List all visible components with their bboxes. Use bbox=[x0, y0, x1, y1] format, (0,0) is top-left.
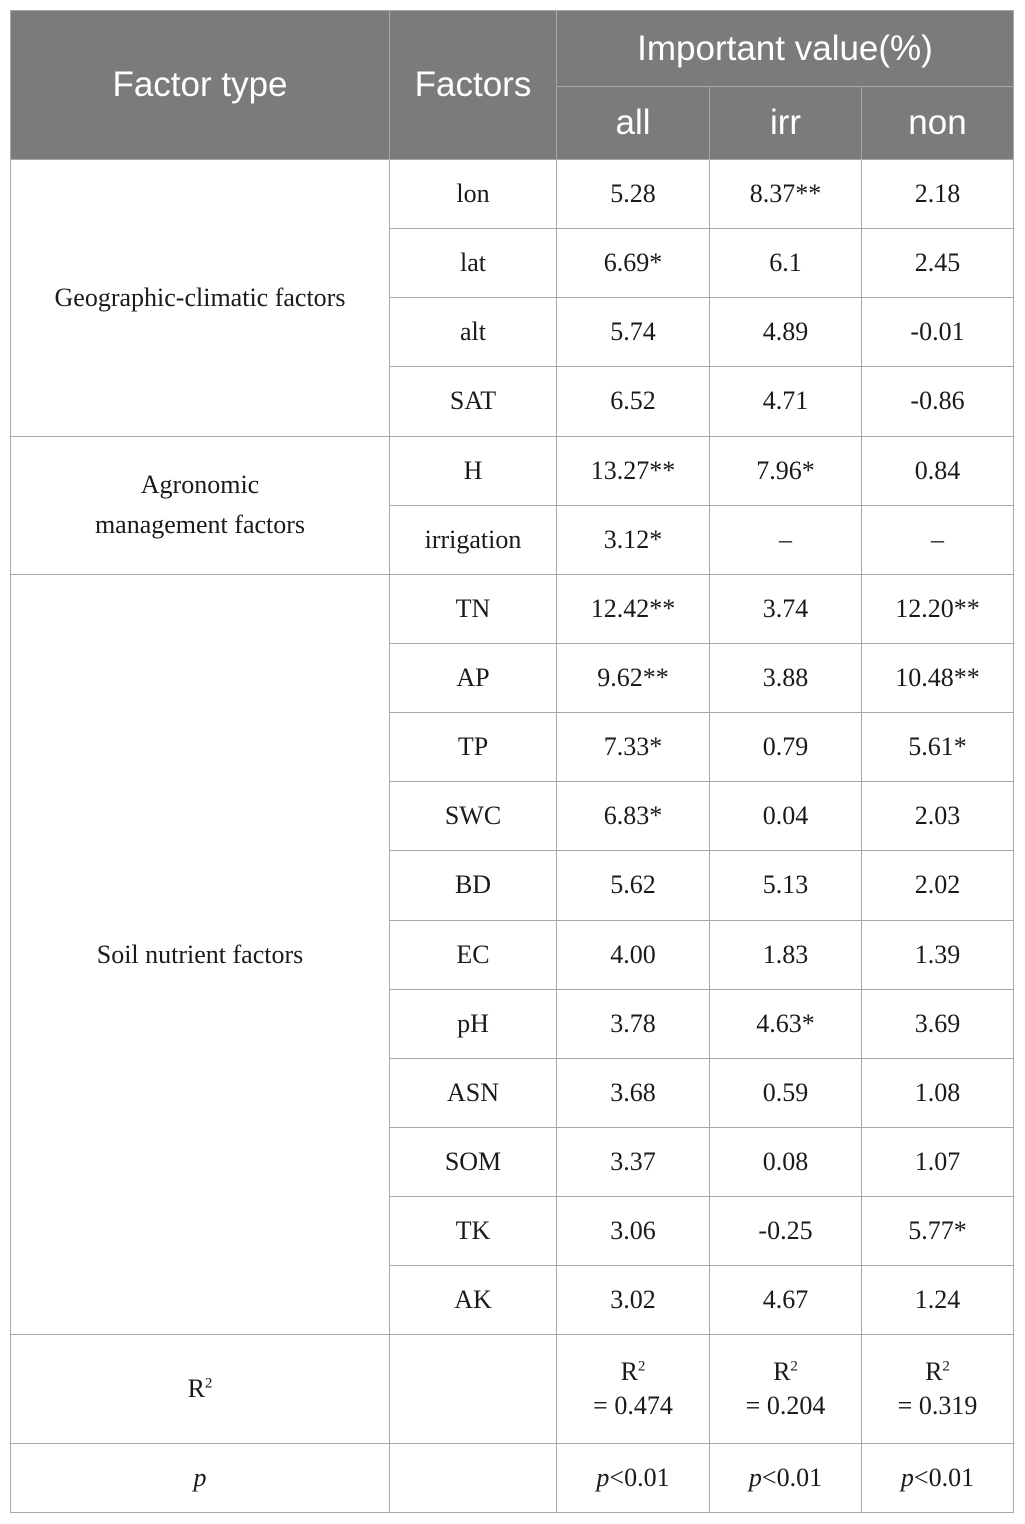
r2-prefix: R bbox=[773, 1357, 791, 1386]
r2-sup: 2 bbox=[942, 1358, 950, 1375]
table-row bbox=[11, 160, 1014, 229]
value-cell-irr: 4.71 bbox=[710, 367, 862, 436]
r2-sup: 2 bbox=[637, 1358, 646, 1375]
group-label-line1: Agronomic bbox=[140, 470, 260, 500]
r2-eq: = bbox=[897, 1391, 919, 1420]
factor-cell: EC bbox=[390, 920, 557, 989]
value-cell-irr: 3.88 bbox=[710, 643, 862, 712]
value-cell-irr: 3.74 bbox=[710, 574, 862, 643]
factor-cell: SWC bbox=[390, 782, 557, 851]
factor-cell: ASN bbox=[390, 1058, 557, 1127]
value-cell-irr: 0.08 bbox=[710, 1127, 862, 1196]
factor-cell: AK bbox=[390, 1266, 557, 1335]
value-cell-all: 6.69* bbox=[557, 229, 710, 298]
p-num-non: <0.01 bbox=[913, 1462, 975, 1492]
p-num-irr: <0.01 bbox=[761, 1462, 823, 1492]
value-cell-non: -0.01 bbox=[862, 298, 1014, 367]
table-row bbox=[11, 574, 1014, 643]
value-cell-irr: 6.1 bbox=[710, 229, 862, 298]
value-cell-non: 5.77* bbox=[862, 1197, 1014, 1266]
value-cell-irr: 4.89 bbox=[710, 298, 862, 367]
r2-label-text: R bbox=[187, 1374, 205, 1403]
r2-prefix: R bbox=[925, 1357, 943, 1386]
value-cell-all: 3.06 bbox=[557, 1197, 710, 1266]
value-cell-non: -0.86 bbox=[862, 367, 1014, 436]
p-factor-empty bbox=[390, 1443, 557, 1512]
value-cell-non: 2.45 bbox=[862, 229, 1014, 298]
group-agronomic-management bbox=[11, 436, 390, 574]
value-cell-non: 2.03 bbox=[862, 782, 1014, 851]
r2-num-irr: 0.204 bbox=[766, 1391, 826, 1420]
value-cell-all: 7.33* bbox=[557, 713, 710, 782]
factor-cell: TN bbox=[390, 574, 557, 643]
value-cell-irr: 8.37** bbox=[710, 160, 862, 229]
value-cell-non: – bbox=[862, 505, 1014, 574]
value-cell-non: 0.84 bbox=[862, 436, 1014, 505]
factor-cell: pH bbox=[390, 989, 557, 1058]
value-cell-all: 9.62** bbox=[557, 643, 710, 712]
group-soil-nutrient: Soil nutrient factors bbox=[11, 574, 390, 1335]
r2-label-sup: 2 bbox=[204, 1375, 213, 1392]
r2-label bbox=[11, 1335, 390, 1443]
value-cell-non: 1.08 bbox=[862, 1058, 1014, 1127]
value-cell-all: 3.78 bbox=[557, 989, 710, 1058]
importance-table bbox=[10, 10, 1014, 1513]
factor-cell: BD bbox=[390, 851, 557, 920]
r2-row bbox=[11, 1335, 1014, 1443]
value-cell-all: 3.37 bbox=[557, 1127, 710, 1196]
factor-cell: alt bbox=[390, 298, 557, 367]
group-geographic-climatic: Geographic-climatic factors bbox=[11, 160, 390, 437]
value-cell-non: 1.07 bbox=[862, 1127, 1014, 1196]
value-cell-non: 5.61* bbox=[862, 713, 1014, 782]
factor-cell: irrigation bbox=[390, 505, 557, 574]
value-cell-all: 3.02 bbox=[557, 1266, 710, 1335]
header-col-non: non bbox=[862, 87, 1014, 160]
value-cell-all: 6.52 bbox=[557, 367, 710, 436]
r2-sup: 2 bbox=[790, 1358, 798, 1375]
factor-cell: TK bbox=[390, 1197, 557, 1266]
value-cell-non: 2.18 bbox=[862, 160, 1014, 229]
p-value-all bbox=[557, 1443, 710, 1512]
header-factors: Factors bbox=[390, 11, 557, 160]
value-cell-all: 5.62 bbox=[557, 851, 710, 920]
p-sym: p bbox=[900, 1462, 914, 1492]
r2-value-non bbox=[862, 1335, 1014, 1443]
value-cell-irr: 0.79 bbox=[710, 713, 862, 782]
value-cell-all: 12.42** bbox=[557, 574, 710, 643]
p-value-non bbox=[862, 1443, 1014, 1512]
header-col-irr: irr bbox=[710, 87, 862, 160]
r2-eq: = bbox=[745, 1391, 767, 1420]
value-cell-all: 3.68 bbox=[557, 1058, 710, 1127]
factor-cell: SOM bbox=[390, 1127, 557, 1196]
value-cell-non: 1.24 bbox=[862, 1266, 1014, 1335]
factor-cell: H bbox=[390, 436, 557, 505]
value-cell-non: 10.48** bbox=[862, 643, 1014, 712]
value-cell-all: 4.00 bbox=[557, 920, 710, 989]
r2-num-all: 0.474 bbox=[614, 1391, 673, 1420]
r2-factor-empty bbox=[390, 1335, 557, 1443]
value-cell-irr: 1.83 bbox=[710, 920, 862, 989]
value-cell-irr: 0.04 bbox=[710, 782, 862, 851]
value-cell-all: 5.28 bbox=[557, 160, 710, 229]
value-cell-non: 1.39 bbox=[862, 920, 1014, 989]
factor-cell: lat bbox=[390, 229, 557, 298]
value-cell-all: 6.83* bbox=[557, 782, 710, 851]
factor-cell: TP bbox=[390, 713, 557, 782]
table-row bbox=[11, 436, 1014, 505]
header-important-value: Important value(%) bbox=[557, 11, 1014, 87]
p-num-all: <0.01 bbox=[609, 1462, 670, 1492]
r2-prefix: R bbox=[620, 1357, 638, 1386]
value-cell-irr: 4.67 bbox=[710, 1266, 862, 1335]
value-cell-irr: 0.59 bbox=[710, 1058, 862, 1127]
p-row bbox=[11, 1443, 1014, 1512]
value-cell-non: 3.69 bbox=[862, 989, 1014, 1058]
value-cell-non: 2.02 bbox=[862, 851, 1014, 920]
p-sym: p bbox=[748, 1462, 762, 1492]
r2-value-all bbox=[557, 1335, 710, 1443]
r2-value-irr bbox=[710, 1335, 862, 1443]
group-label-line2: management factors bbox=[94, 510, 306, 540]
r2-eq: = bbox=[593, 1391, 615, 1420]
factor-cell: AP bbox=[390, 643, 557, 712]
factor-cell: lon bbox=[390, 160, 557, 229]
r2-num-non: 0.319 bbox=[918, 1391, 978, 1420]
value-cell-irr: – bbox=[710, 505, 862, 574]
value-cell-all: 13.27** bbox=[557, 436, 710, 505]
value-cell-irr: 7.96* bbox=[710, 436, 862, 505]
value-cell-irr: 5.13 bbox=[710, 851, 862, 920]
value-cell-all: 3.12* bbox=[557, 505, 710, 574]
value-cell-all: 5.74 bbox=[557, 298, 710, 367]
p-sym: p bbox=[596, 1462, 610, 1492]
value-cell-non: 12.20** bbox=[862, 574, 1014, 643]
value-cell-irr: 4.63* bbox=[710, 989, 862, 1058]
factor-cell: SAT bbox=[390, 367, 557, 436]
p-label: p bbox=[11, 1443, 390, 1512]
value-cell-irr: -0.25 bbox=[710, 1197, 862, 1266]
header-col-all: all bbox=[557, 87, 710, 160]
p-value-irr bbox=[710, 1443, 862, 1512]
header-factor-type: Factor type bbox=[11, 11, 390, 160]
